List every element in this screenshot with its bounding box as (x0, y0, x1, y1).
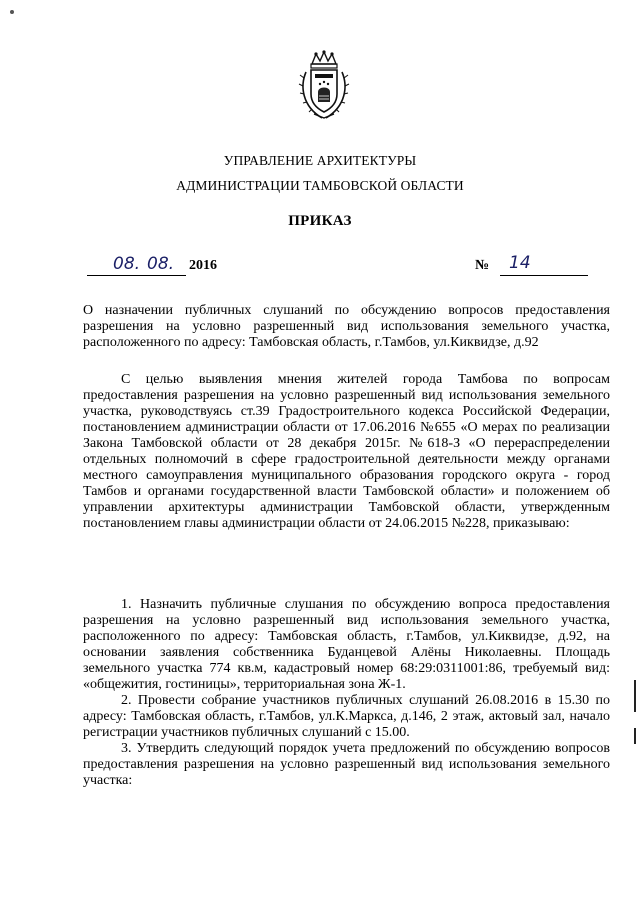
agency-name-line2: АДМИНИСТРАЦИИ ТАМБОВСКОЙ ОБЛАСТИ (176, 178, 464, 193)
order-items (83, 597, 610, 789)
date-number-row (83, 253, 623, 280)
order-item-1: 1. Назначить публичные слушания по обсуждению вопроса предоставления разрешения на условно разрешенный вид использования земельного участка, расположенного по адресу: Тамбовская область, г.Тамбов, ул.Киквидзе, д.92, на основании заявления собственника Буданцевой Алёны Николаевны. Площадь земельного участка 774 кв.м, кадастровый номер 68:29:0311001:86, требуемый вид: «общежития, гостиницы», территориальная зона Ж-1. (83, 597, 610, 692)
preamble-paragraph: С целью выявления мнения жителей города Тамбова по вопросам предоставления разрешения на условно разрешенный вид использования земельного участка, руководствуясь ст.39 Градостроительного кодекса Российской Федерации, постановлением администрации области от 17.06.2016 №655 «О мерах по реализации Закона Тамбовской области от 28 декабря 2015г. №618-З «О перераспределении отдельных полномочий в сфере градостроительной деятельности между органами местного самоуправления муниципального образования городского округа - город Тамбов и органами государственной власти Тамбовской области» и положением об управлении архитектуры администрации Тамбовской области, утвержденным постановлением главы администрации области от 24.06.2015 №228, приказываю: (83, 372, 610, 531)
order-subject: О назначении публичных слушаний по обсуждению вопросов предоставления разрешения на условно разрешенный вид использования земельного участка, расположенного по адресу: Тамбовская область, г.Тамбов, ул.Киквидзе, д.92 (83, 303, 610, 350)
scan-speck (10, 10, 14, 14)
preamble-block (83, 372, 610, 532)
scan-edge-mark-lower (634, 728, 636, 744)
number-sign: № (475, 258, 490, 273)
number-underline (500, 275, 588, 276)
handwritten-date-month: 08. (147, 254, 175, 274)
handwritten-order-number: 14 (509, 253, 531, 273)
date-year: 2016 (189, 258, 217, 273)
order-item-2: 2. Провести собрание участников публичных слушаний 26.08.2016 в 15.30 по адресу: Тамбовская область, г.Тамбов, ул.К.Маркса, д.146, 2 этаж, актовый зал, начало регистрации участников публичных слушаний с 15.00. (83, 693, 610, 740)
scan-edge-mark (634, 680, 636, 712)
coat-of-arms-icon (298, 50, 350, 122)
date-underline (87, 275, 186, 276)
document-type-title: ПРИКАЗ (288, 213, 352, 229)
order-item-3: 3. Утвердить следующий порядок учета предложений по обсуждению вопросов предоставления разрешения на условно разрешенный вид использования земельного участка: (83, 741, 610, 788)
agency-name-line1: УПРАВЛЕНИЕ АРХИТЕКТУРЫ (223, 153, 417, 168)
handwritten-date-day: 08. (113, 254, 141, 274)
